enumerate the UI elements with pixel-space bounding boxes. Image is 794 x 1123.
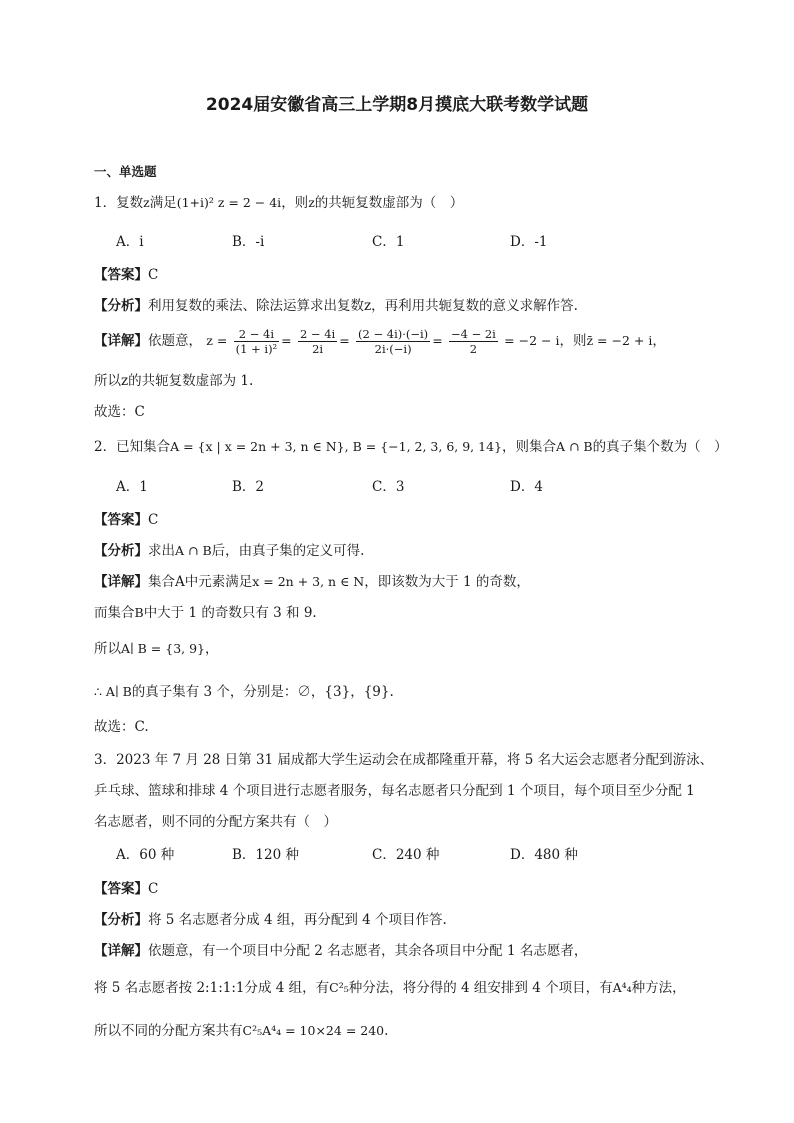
q3-detail-line2: 将 5 名志愿者按 2:1:1:1分成 4 组，有C²₅种分法，将分得的 4 组安排到 4 个项目，有A⁴₄种方法， — [94, 980, 686, 996]
q2-detail: 【详解】集合A中元素满足x = 2n + 3, n ∈ N，即该数为大于 1 的奇数， — [94, 574, 530, 590]
q2-detail-line3: 所以A∣ B = {3, 9}， — [94, 641, 219, 657]
q1-conclusion: 所以z的共轭复数虚部为 1. — [94, 373, 254, 389]
q3-option-d: D．480 种 — [510, 847, 578, 863]
q1-option-a: A．i — [116, 234, 144, 250]
q2-option-d: D．4 — [510, 479, 543, 495]
q3-option-a: A．60 种 — [116, 847, 175, 863]
fraction-1: $\frac{2 - 4i}{\text{(1 + i)²}}$ — [235, 327, 278, 356]
q3-option-b: B．120 种 — [232, 847, 299, 863]
q3-option-c: C．240 种 — [372, 847, 440, 863]
q2-analysis: 【分析】求出A ∩ B后，由真子集的定义可得. — [94, 543, 365, 559]
q3-stem-line3: 名志愿者，则不同的分配方案共有（ ） — [94, 814, 337, 830]
q2-option-c: C．3 — [372, 479, 405, 495]
q2-detail-line4: ∴ A∣ B的真子集有 3 个，分别是：∅，{3}，{9}. — [94, 684, 394, 700]
section-heading: 一、单选题 — [94, 164, 157, 179]
q2-option-b: B．2 — [232, 479, 265, 495]
q2-stem: 2．已知集合A = {x | x = 2n + 3, n ∈ N}, B = {−1, 2, 3, 6, 9, 14}，则集合A ∩ B的真子集个数为（ ） — [94, 439, 728, 455]
q3-analysis: 【分析】将 5 名志愿者分成 4 组，再分配到 4 个项目作答. — [94, 912, 447, 928]
q1-detail: 【详解】依题意， z = $\frac{2 - 4i}{\text{(1 + i)²}}$ = $\frac{2 - 4i}{2i}$ = $\frac{(2 - 4i)\cdot(-i)}{2i\cdot(-i)}$ = $\frac{-4 - 2i}{2}$ = −2 − i，则z̄ = −2 + i， — [94, 327, 666, 356]
q2-option-a: A．1 — [116, 479, 148, 495]
q3-detail: 【详解】依题意，有一个项目中分配 2 名志愿者，其余各项目中分配 1 名志愿者， — [94, 943, 588, 959]
q1-answer: 【答案】C — [94, 267, 159, 283]
q1-option-c: C．1 — [372, 234, 405, 250]
q2-choice: 故选：C. — [94, 719, 149, 735]
q2-detail-line2: 而集合B中大于 1 的奇数只有 3 和 9. — [94, 605, 317, 621]
q1-stem: 1．复数z满足(1+i)² z = 2 − 4i，则z的共轭复数虚部为（ ） — [94, 195, 464, 211]
q1-analysis: 【分析】利用复数的乘法、除法运算求出复数z，再利用共轭复数的意义求解作答. — [94, 298, 578, 314]
q1-option-d: D．-1 — [510, 234, 548, 250]
q1-choice: 故选：C — [94, 404, 145, 420]
fraction-3: $\frac{(2 - 4i)\cdot(-i)}{2i\cdot(-i)}$ — [358, 327, 429, 356]
q2-answer: 【答案】C — [94, 512, 159, 528]
fraction-4: $\frac{-4 - 2i}{2}$ — [450, 327, 496, 356]
q3-answer: 【答案】C — [94, 881, 159, 897]
q3-stem-line2: 乒乓球、篮球和排球 4 个项目进行志愿者服务，每名志愿者只分配到 1 个项目，每个项目至少分配 1 — [94, 783, 695, 799]
fraction-2: $\frac{2 - 4i}{2i}$ — [299, 327, 336, 356]
q3-stem-line1: 3．2023 年 7 月 28 日第 31 届成都大学生运动会在成都隆重开幕，将 5 名大运会志愿者分配到游泳、 — [94, 752, 714, 768]
page-title: 2024届安徽省高三上学期8月摸底大联考数学试题 — [205, 95, 589, 115]
q3-detail-line3: 所以不同的分配方案共有C²₅A⁴₄ = 10×24 = 240. — [94, 1023, 389, 1039]
q1-option-b: B．-i — [232, 234, 265, 250]
